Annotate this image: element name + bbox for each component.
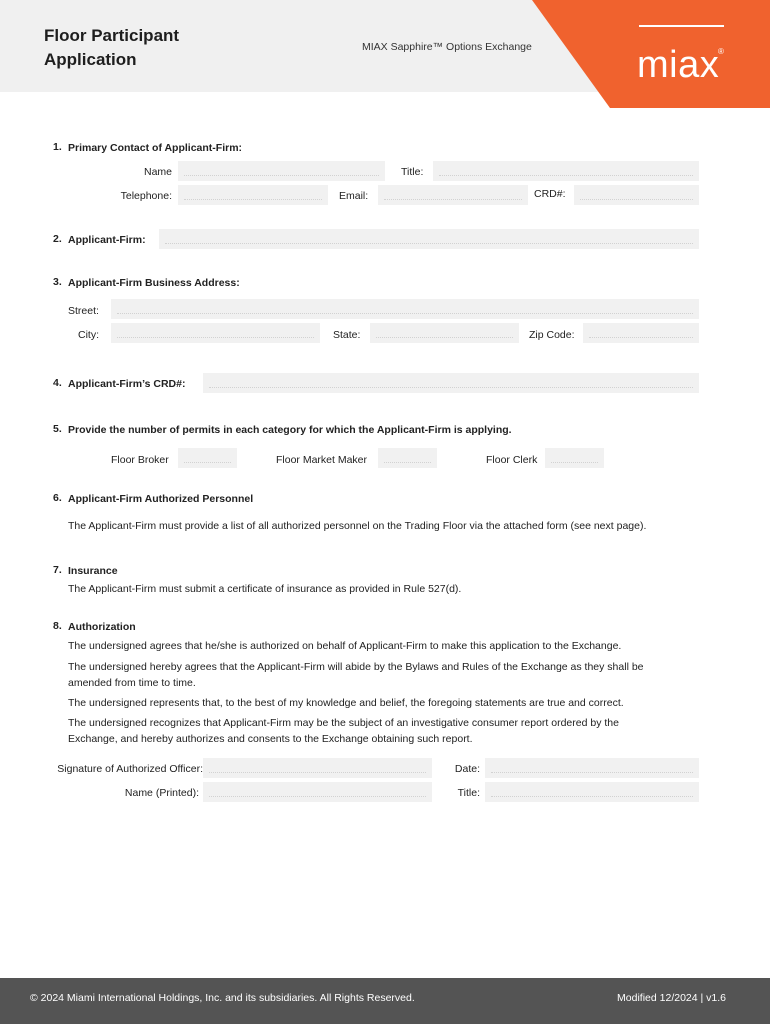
page-title-line2: Application [44, 50, 137, 69]
floor-market-maker-field[interactable] [378, 448, 437, 468]
contact-title-field[interactable] [433, 161, 699, 181]
name-printed-field[interactable] [203, 782, 432, 802]
applicant-firm-field[interactable] [159, 229, 699, 249]
city-field[interactable] [111, 323, 320, 343]
name-label: Name [143, 166, 172, 178]
state-label: State: [333, 329, 361, 341]
section8-number: 8. [53, 620, 62, 632]
signature-field[interactable] [203, 758, 432, 778]
date-label: Date: [454, 763, 480, 775]
date-field[interactable] [485, 758, 699, 778]
state-field[interactable] [370, 323, 519, 343]
zip-code-field[interactable] [583, 323, 699, 343]
logo-bar [639, 25, 724, 27]
section1-number: 1. [53, 141, 62, 153]
section1-heading: Primary Contact of Applicant-Firm: [68, 142, 243, 154]
section7-number: 7. [53, 564, 62, 576]
floor-broker-label: Floor Broker [111, 454, 169, 466]
floor-clerk-label: Floor Clerk [486, 454, 538, 466]
authorization-para4-line2: Exchange, and hereby authorizes and consents to the Exchange obtaining such report. [68, 733, 473, 745]
section4-heading: Applicant-Firm’s CRD#: [68, 378, 186, 390]
name-printed-label: Name (Printed): [124, 787, 199, 799]
signature-title-field[interactable] [485, 782, 699, 802]
contact-name-field[interactable] [178, 161, 385, 181]
section4-number: 4. [53, 377, 62, 389]
section5-heading: Provide the number of permits in each category for which the Applicant-Firm is applying. [68, 424, 512, 436]
section2-number: 2. [53, 233, 62, 245]
telephone-label: Telephone: [120, 190, 172, 202]
page-title-line1: Floor Participant [44, 26, 180, 45]
street-field[interactable] [111, 299, 699, 319]
section6-number: 6. [53, 492, 62, 504]
authorization-para1: The undersigned agrees that he/she is authorized on behalf of Applicant-Firm to make this application to the Exchange. [68, 640, 622, 652]
contact-crd-field[interactable] [574, 185, 699, 205]
miax-logo: miax [637, 44, 720, 86]
section8-heading: Authorization [68, 621, 136, 633]
authorization-para4-line1: The undersigned recognizes that Applicant-Firm may be the subject of an investigative consumer report ordered by the [68, 717, 619, 729]
section2-heading: Applicant-Firm: [68, 234, 146, 246]
signature-title-label: Title: [457, 787, 480, 799]
footer-copyright: © 2024 Miami International Holdings, Inc. and its subsidiaries. All Rights Reserved. [30, 992, 415, 1004]
section7-text: The Applicant-Firm must submit a certificate of insurance as provided in Rule 527(d). [68, 583, 462, 595]
footer-version: Modified 12/2024 | v1.6 [617, 992, 726, 1004]
section3-number: 3. [53, 276, 62, 288]
section7-heading: Insurance [68, 565, 118, 577]
floor-market-maker-label: Floor Market Maker [276, 454, 368, 466]
contact-telephone-field[interactable] [178, 185, 328, 205]
section6-text: The Applicant-Firm must provide a list of all authorized personnel on the Trading Floor via the attached form (see next page). [68, 520, 647, 532]
floor-clerk-field[interactable] [545, 448, 604, 468]
authorization-para2-line2: amended from time to time. [68, 677, 196, 689]
email-label: Email: [339, 190, 369, 202]
authorization-para3: The undersigned represents that, to the best of my knowledge and belief, the foregoing statements are true and correct. [68, 697, 624, 709]
logo-registered-mark: ® [718, 47, 724, 56]
authorization-para2-line1: The undersigned hereby agrees that the Applicant-Firm will abide by the Bylaws and Rules of the Exchange as they shall be [68, 661, 644, 673]
city-label: City: [78, 329, 99, 341]
title-label: Title: [401, 166, 424, 178]
street-label: Street: [68, 305, 99, 317]
zip-code-label: Zip Code: [529, 329, 575, 341]
section3-heading: Applicant-Firm Business Address: [68, 277, 240, 289]
signature-label: Signature of Authorized Officer: [57, 763, 203, 775]
section6-heading: Applicant-Firm Authorized Personnel [68, 493, 254, 505]
applicant-firm-crd-field[interactable] [203, 373, 699, 393]
section5-number: 5. [53, 423, 62, 435]
exchange-subtitle: MIAX Sapphire™ Options Exchange [362, 41, 532, 53]
contact-email-field[interactable] [378, 185, 528, 205]
floor-broker-field[interactable] [178, 448, 237, 468]
crd-label: CRD#: [534, 188, 566, 200]
